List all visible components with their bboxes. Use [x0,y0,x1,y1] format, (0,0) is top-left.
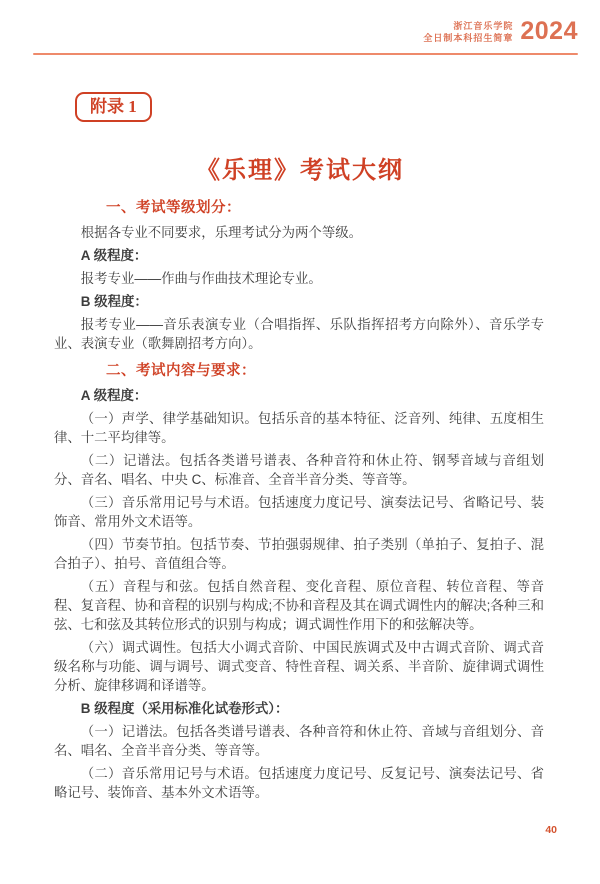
document-body [54,197,544,806]
year-label: 2024 [520,17,578,45]
doc-title: 《乐理》考试大纲 [196,158,404,184]
page-header [423,19,578,44]
section-1-intro: 根据各专业不同要求，乐理考试分为两个等级。 [80,225,362,240]
level-a-item-3: （三）音乐常用记号与术语。包括速度力度记号、演奏法记号、省略记号、装饰音、常用外文术语等。 [54,495,544,529]
page-number: 40 [545,824,557,836]
level-b-subheading: B 级程度： [80,294,148,309]
appendix-badge [75,92,152,122]
org-name [423,20,513,44]
level-b-majors: 报考专业——音乐表演专业（合唱指挥、乐队指挥招考方向除外）、音乐学专业、表演专业（歌舞剧招考方向）。 [54,317,544,351]
level-a-item-5: （五）音程与和弦。包括自然音程、变化音程、原位音程、转位音程、等音程、复音程、协和音程的识别与构成;不协和音程及其在调式调性内的解决;各种三和弦、七和弦及其转位形式的识别与构成；调式调性作用下的和弦解决等。 [54,579,544,632]
level-a-item-6: （六）调式调性。包括大小调式音阶、中国民族调式及中古调式音阶、调式音级名称与功能、调与调号、调式变音、特性音程、调关系、半音阶、旋律调式调性分析、旋律移调和译谱等。 [54,640,544,693]
section-2-level-b-subheading: B 级程度（采用标准化试卷形式）： [80,701,289,716]
section-1-heading: 一、考试等级划分： [106,200,241,216]
level-a-majors: 报考专业——作曲与作曲技术理论专业。 [80,271,322,286]
org-name-line1: 浙江音乐学院 [453,20,514,31]
level-a-subheading: A 级程度： [80,248,148,263]
appendix-badge-label: 附录 1 [90,97,137,116]
level-b-item-2: （二）音乐常用记号与术语。包括速度力度记号、反复记号、演奏法记号、省略记号、装饰音、基本外文术语等。 [54,766,544,800]
section-2-level-a-subheading: A 级程度： [80,388,148,403]
level-a-item-1: （一）声学、律学基础知识。包括乐音的基本特征、泛音列、纯律、五度相生律、十二平均律等。 [54,411,544,445]
level-b-item-1: （一）记谱法。包括各类谱号谱表、各种音符和休止符、音域与音组划分、音名、唱名、全音半音分类、等音等。 [54,724,544,758]
level-a-item-2: （二）记谱法。包括各类谱号谱表、各种音符和休止符、钢琴音域与音组划分、音名、唱名、中央 C、标准音、全音半音分类、等音等。 [54,453,544,487]
header-divider [33,53,578,55]
section-2-heading: 二、考试内容与要求： [106,363,256,379]
level-a-item-4: （四）节奏节拍。包括节奏、节拍强弱规律、拍子类别（单拍子、复拍子、混合拍子）、拍号、音值组合等。 [54,537,544,571]
org-name-line2: 全日制本科招生简章 [423,32,514,43]
